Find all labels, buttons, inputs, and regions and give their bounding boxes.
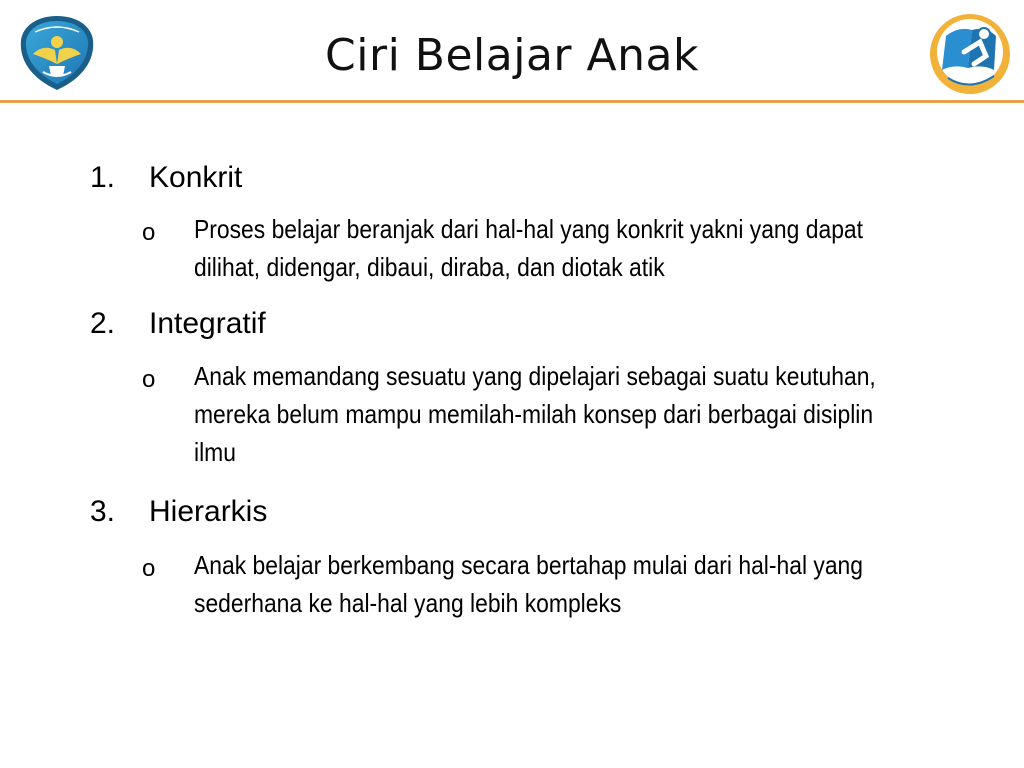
list-item-number: 3. (90, 495, 116, 528)
sub-bullet-icon: o (142, 555, 156, 582)
list-item-number: 2. (90, 307, 116, 340)
page-title: Ciri Belajar Anak (325, 30, 699, 81)
sub-bullet-icon: o (142, 219, 156, 246)
list-item-title: Hierarkis (149, 495, 268, 528)
list-item-title: Konkrit (149, 161, 243, 194)
list-item-detail: Anak belajar berkembang secara bertahap mulai dari hal-hal yang sederhana ke hal-hal yang lebih kompleks (194, 550, 864, 618)
list-item-detail: Anak memandang sesuatu yang dipelajari sebagai suatu keutuhan, mereka belum mampu memilah-milah konsep dari berbagai disiplin ilmu (194, 361, 876, 467)
list-item-detail: Proses belajar beranjak dari hal-hal yang konkrit yakni yang dapat dilihat, didengar, dibaui, diraba, dan diotak atik (194, 214, 864, 282)
sub-bullet-icon: o (142, 366, 156, 393)
list-item-number: 1. (90, 161, 116, 194)
list-item-title: Integratif (149, 307, 266, 340)
